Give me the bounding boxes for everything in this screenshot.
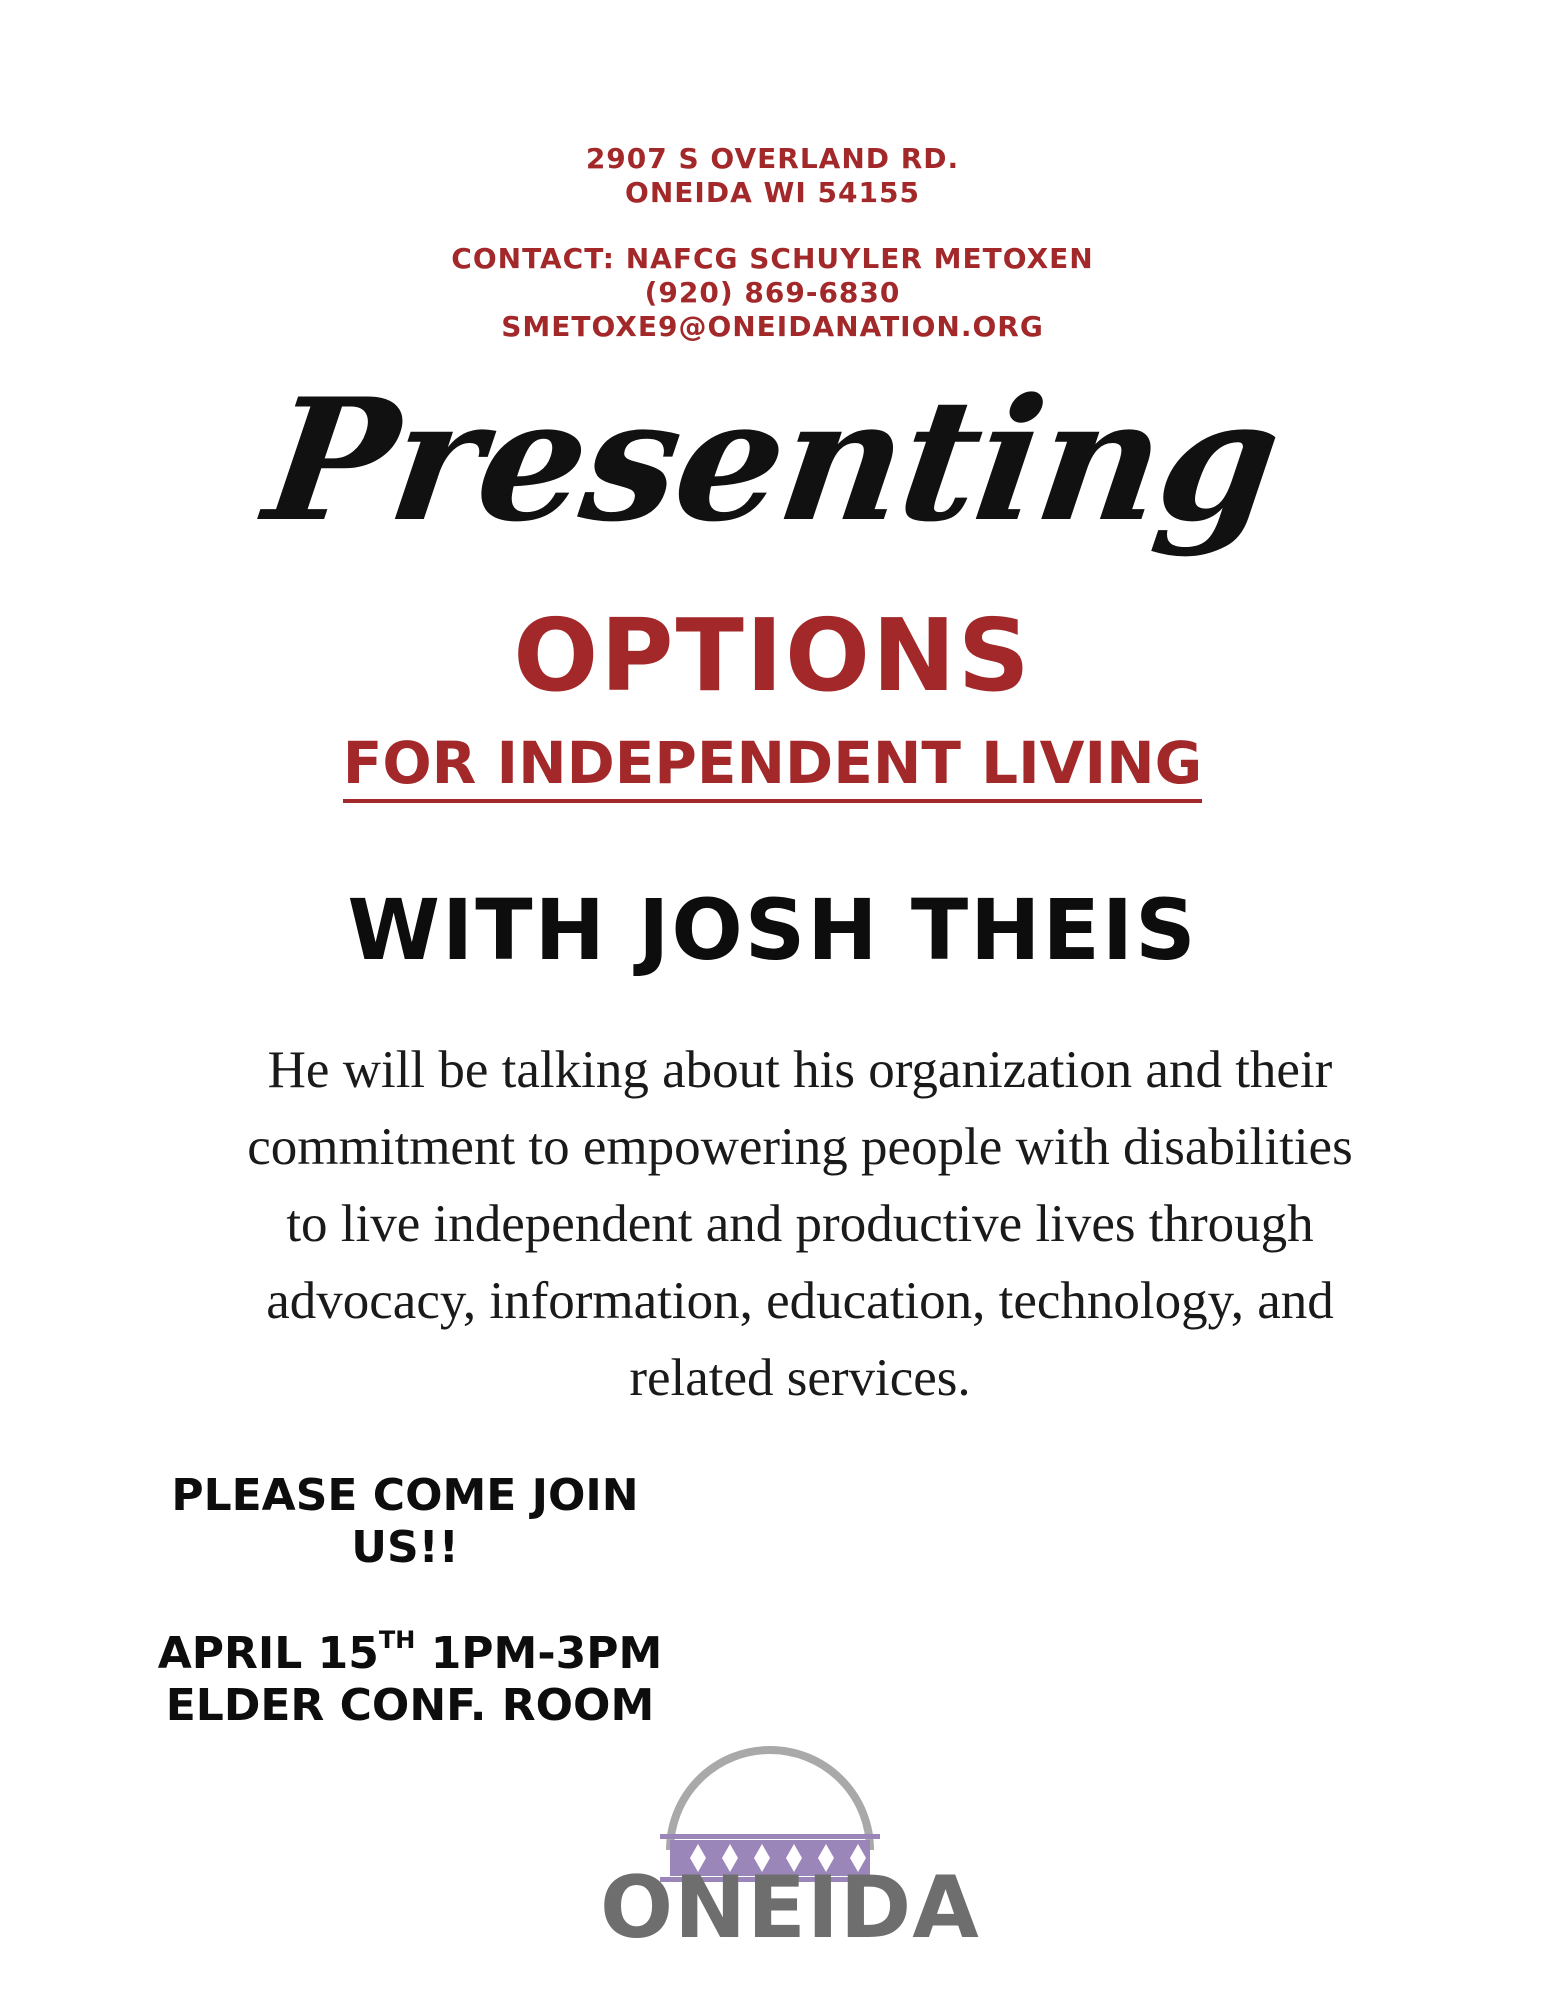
invite-line-1: PLEASE COME JOIN: [171, 1470, 639, 1521]
invite-block: [160, 1470, 650, 1574]
event-date: APRIL 15: [157, 1628, 379, 1679]
logo-band-top: [660, 1834, 880, 1839]
contact-block: [0, 242, 1545, 344]
presenting-heading: Presenting: [255, 361, 1290, 559]
invite-line-2: US!!: [351, 1522, 459, 1573]
address-block: [0, 142, 1545, 210]
event-date-time: [150, 1628, 670, 1680]
contact-phone: (920) 869-6830: [644, 276, 901, 309]
options-heading: OPTIONS: [513, 597, 1032, 714]
event-date-suffix: TH: [378, 1626, 416, 1655]
event-details: [150, 1628, 670, 1732]
event-location: ELDER CONF. ROOM: [165, 1680, 655, 1731]
logo-wordmark: ONEIDA: [600, 1858, 980, 1958]
address-line-2: ONEIDA WI 54155: [625, 176, 920, 209]
description-paragraph: He will be talking about his organization and their commitment to empowering people with disabilities to live independent and productive lives through advocacy, information, education, technology, and related services.: [247, 1041, 1353, 1407]
address-line-1: 2907 S OVERLAND RD.: [585, 142, 960, 175]
event-time: 1PM-3PM: [430, 1628, 663, 1679]
contact-email: SMETOXE9@ONEIDANATION.ORG: [501, 310, 1044, 343]
presenter-heading: WITH JOSH THEIS: [347, 881, 1198, 979]
subtitle: [0, 728, 1545, 798]
contact-line: CONTACT: NAFCG SCHUYLER METOXEN: [451, 242, 1094, 275]
subtitle-text: FOR INDEPENDENT LIVING: [343, 729, 1203, 803]
